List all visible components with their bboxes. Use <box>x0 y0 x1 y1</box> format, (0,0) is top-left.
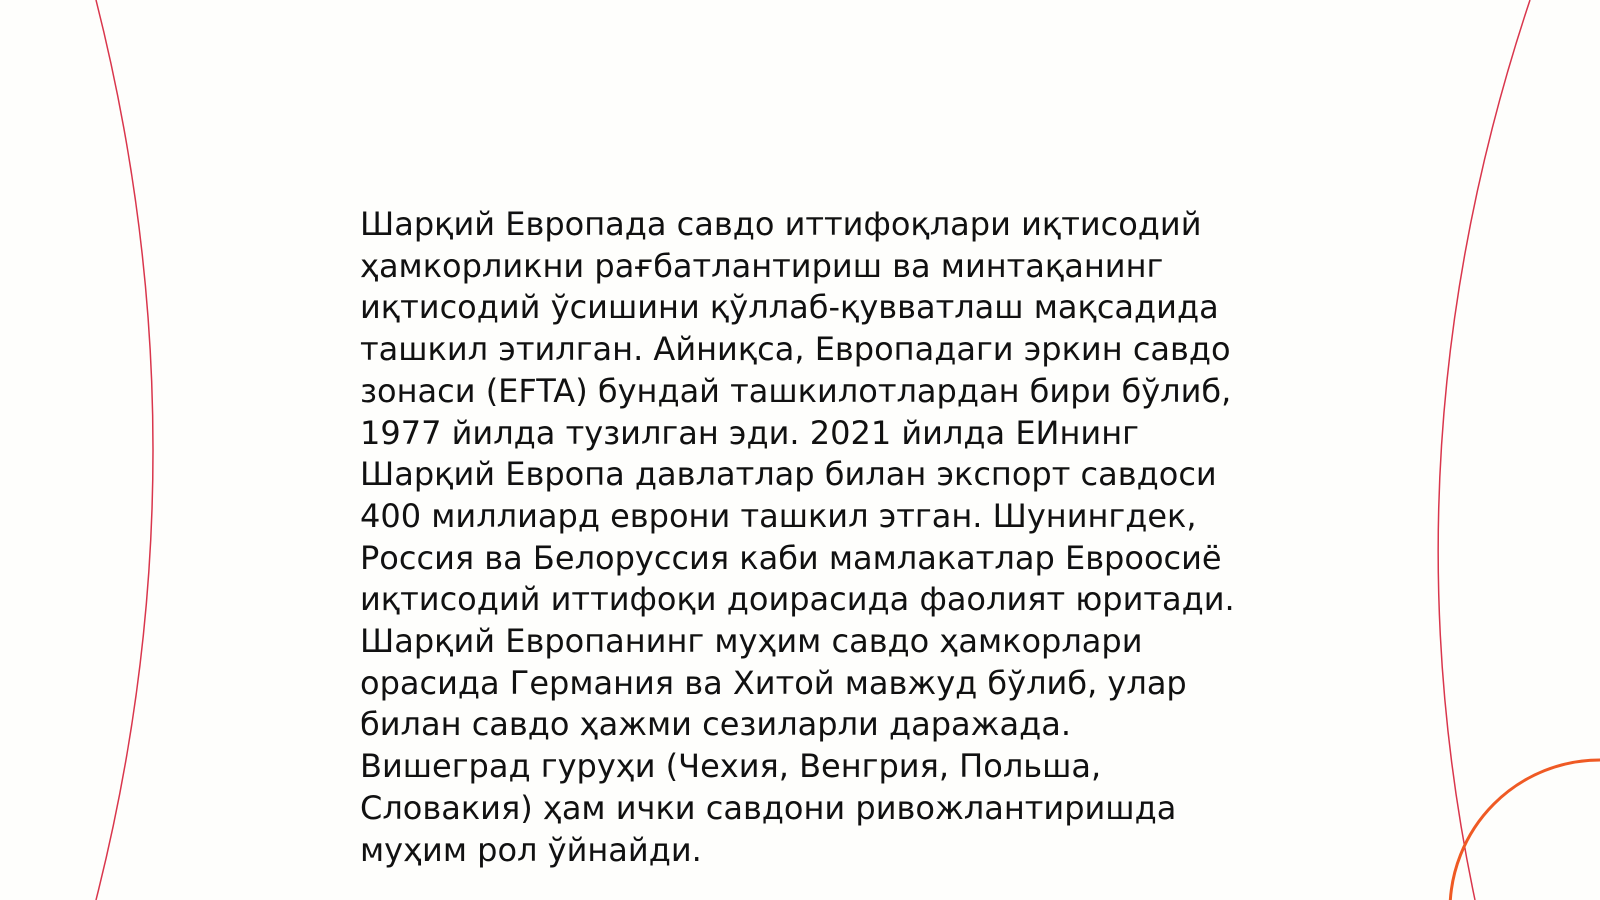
orange-circle-accent <box>1450 760 1600 900</box>
text-line: ташкил этилган. Айниқса, Европадаги эркин савдо <box>360 330 1231 369</box>
right-curve-line <box>1438 0 1530 900</box>
text-line: орасида Германия ва Хитой мавжуд бўлиб, улар <box>360 663 1187 702</box>
body-paragraph <box>360 204 1260 871</box>
text-line: Словакия) ҳам ички савдони ривожлантиришда <box>360 788 1177 827</box>
text-line: Шарқий Европада савдо иттифоқлари иқтисодий <box>360 205 1202 243</box>
text-line: 1977 йилда тузилган эди. 2021 йилда ЕИнинг <box>360 413 1139 452</box>
text-line: Вишеград гуруҳи (Чехия, Венгрия, Польша, <box>360 747 1102 786</box>
text-line: 400 миллиард еврони ташкил этган. Шунингдек, <box>360 496 1197 535</box>
left-curve-line <box>96 0 153 900</box>
text-line: муҳим рол ўйнайди. <box>360 830 702 869</box>
text-line: Шарқий Европа давлатлар билан экспорт савдоси <box>360 455 1217 494</box>
text-line: Шарқий Европанинг муҳим савдо ҳамкорлари <box>360 622 1143 661</box>
text-line: ҳамкорликни рағбатлантириш ва минтақанинг <box>360 246 1164 285</box>
text-line: билан савдо ҳажми сезиларли даражада. <box>360 705 1071 744</box>
text-line: зонаси (EFTA) бундай ташкилотлардан бири бўлиб, <box>360 371 1232 410</box>
text-line: Россия ва Белоруссия каби мамлакатлар Евроосиё <box>360 538 1222 577</box>
text-line: иқтисодий ўсишини қўллаб-қувватлаш мақсадида <box>360 288 1219 327</box>
text-line: иқтисодий иттифоқи доирасида фаолият юритади. <box>360 580 1235 619</box>
